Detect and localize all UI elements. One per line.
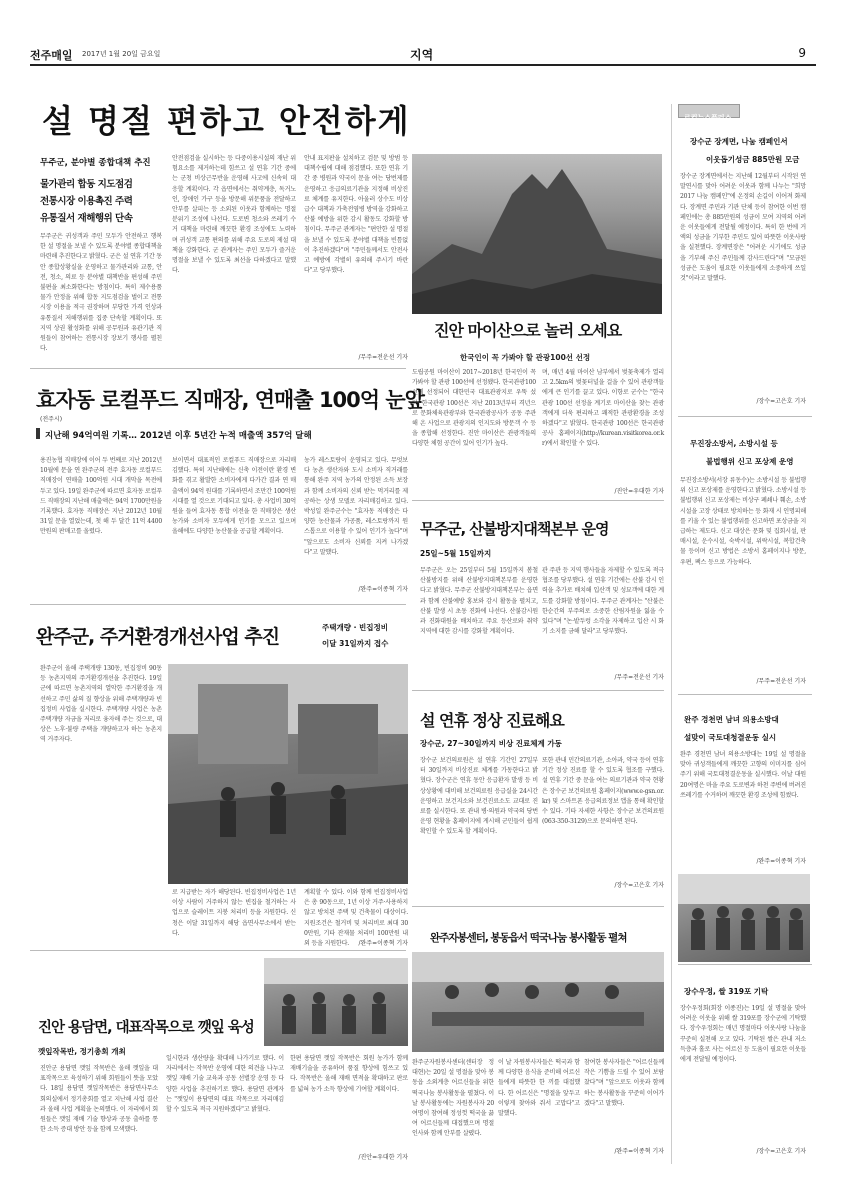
kkaetip-col-3: 한편 용담면 깻잎 작목반은 회원 농가가 함께 재배기술을 공유하며 품질 향상에 힘쓰고 있다. 작목반은 올해 재배 면적을 확대하고 판로를 넓혀 농가 소득 향상에 기여할 계획이다. xyxy=(290,1055,408,1093)
maisan-col-1: 도립공원 마이산이 2017~2018년 한국인이 꼭 가봐야 할 관광 100선에 선정됐다. 한국관광100선에 선정되어 대한민국 대표관광지로 우뚝 섰다. 한국관광 100선은 지난 2013년부터 격년으로 문화체육관광부와 한국관광공사가 공동 주관해 온 사업으로 관광지의 인지도와 방문객 수 등을 종합해 선정한다. 진안 마이산은 관광객들의 다양한 체험 공간이 있어 인기가 높다. xyxy=(412,369,536,448)
mountain-illustration xyxy=(412,154,662,314)
ssal-text: 장수우정회(회장 이종진)는 19일 설 명절을 맞아 어려운 이웃을 위해 쌀 319포를 장수군에 기탁했다. 장수우정회는 매년 명절마다 이웃사랑 나눔을 꾸준히 실천해 오고 있다. 기탁된 쌀은 관내 저소득층과 홀로 사는 어르신 등 도움이 필요한 이웃들에게 전달될 예정이다. xyxy=(680,1005,806,1064)
paper-name: 전주매일 xyxy=(30,49,73,62)
ssal-byline: /장수=고은호 기자 xyxy=(756,1148,806,1155)
jugeo-tag-2: 이달 31일까지 접수 xyxy=(322,639,389,648)
section-name: 지역 xyxy=(410,48,434,62)
goreum-byline: /장수=고은호 기자 xyxy=(756,398,806,405)
page-header xyxy=(30,44,810,64)
seollal-kicker: 무주군, 분야별 종합대책 추진 xyxy=(40,158,151,168)
seollal-sub-3: 유통질서 재해행위 단속 xyxy=(40,213,133,224)
hyoja-top-rule xyxy=(30,368,406,369)
seollal-col-1: 무주군은 귀성객과 주민 모두가 안전하고 행복한 설 명절을 보낼 수 있도록 분야별 종합대책을 마련해 추진한다고 밝혔다. 군은 설 연휴 기간 동안 종합상황실을 운영하고 물가관리와 교통, 안전, 청소, 의료 등 분야별 대책반을 편성해 주민 불편을 최소화한다는 방침이다. 특히 제수용품 물가 안정을 위해 합동 지도점검을 벌이고 전통시장 이용을 적극 권장하며 부당한 가격 인상과 유통질서 저해행위를 집중 단속할 계획이다. 또 지역 상권 활성화를 위해 공무원과 유관기관 직원들이 참여하는 전통시장 장보기 행사를 펼친다. xyxy=(40,233,162,353)
goreum-title-box xyxy=(678,104,740,122)
jugeo-top-rule xyxy=(30,604,406,605)
kkaetip-sub: 깻잎작목반, 정기총회 개최 xyxy=(38,1047,126,1056)
uiryo-byline: /완주=이종혁 기자 xyxy=(756,858,806,865)
meeting-illustration xyxy=(264,958,408,1046)
seollal-sub-1: 물가관리 합동 지도점검 xyxy=(40,179,133,190)
jinryo-top-rule xyxy=(412,690,664,691)
maisan-headline: 진안 마이산으로 놀러 오세요 xyxy=(434,321,622,340)
right-divider-3 xyxy=(678,964,812,965)
ssal-lead: 장수우정, 쌀 319포 기탁 xyxy=(684,987,769,996)
group-photo-illustration xyxy=(678,874,810,962)
right-divider-1 xyxy=(678,416,812,417)
seollal-sub-2: 전통시장 이용촉진 주력 xyxy=(40,196,133,207)
hyoja-col-1: 용진농협 직매장에 이어 두 번째로 지난 2012년 10월에 문을 연 완주군의 전주 효자동 로컬푸드 직매장이 연매출 100억원 시대 개막을 목전에 두고 있다. 19일 완주군에 따르면 효자동 로컬푸드 직매장의 지난해 매출액은 94억 1700만원을 기록했다. 효자동 직매장은 지난 2012년 10월 31일 문을 열었는데, 첫 해 두 달간 11억 4400만원의 판매고를 올렸다. xyxy=(40,457,162,536)
sanbul-top-rule xyxy=(412,500,664,501)
uiryo-lead: 완주 경천면 남녀 의용소방대 xyxy=(684,715,779,724)
sanbul-headline: 무주군, 산불방지대책본부 운영 xyxy=(420,520,609,538)
sobang-byline: /무주=전운선 기자 xyxy=(756,678,806,685)
construction-illustration xyxy=(168,664,408,884)
kkaetip-headline: 진안 용담면, 대표작목으로 깻잎 육성 xyxy=(38,1020,254,1036)
bongsa-top-rule xyxy=(412,906,664,907)
jugeo-tag-1: 주택개량 · 빈집정비 xyxy=(322,623,389,632)
jinryo-col-2: 또한 관내 민간의료기관, 소아과, 약국 등이 연휴 기간 정상 진료를 할 수 있도록 협조를 구했다. 설 연휴 기간 중 문을 여는 의료기관과 약국 현황은 장수군 보건의료원 홈페이지(www.e-gsn.or.kr) 및 스마트폰 응급의료정보 앱을 통해 확인할 수 있다. 기타 자세한 사항은 장수군 보건의료원(063-350-3129)으로 문의하면 된다. xyxy=(542,757,664,826)
sanbul-sub: 25일~5월 15일까지 xyxy=(420,549,492,558)
hyoja-tag: (전주시) xyxy=(40,416,63,423)
maisan-photo xyxy=(412,154,662,314)
jugeo-col-3: 계획할 수 있다. 이와 함께 빈집정비사업은 총 90동으로, 1년 이상 거주·사용하지 않고 방치된 주택 및 건축물이 대상이다. 지원조건은 철거비 및 처리비로 최대 300만원, 기타 잔재물 처리비 100만원 내외 등을 지원한다. xyxy=(304,889,408,948)
bongsa-col-2: 이 날 자원봉사자들은 떡국과 함께 다양한 음식을 준비해 어르신들에게 따뜻한 한 끼를 대접했다. 한 어르신은 "명절을 앞두고 이렇게 찾아와 줘서 고맙다"고 말했다. xyxy=(498,1059,580,1118)
hyoja-col-3: 농가 레스토랑이 운영되고 있다. 무엇보다 농촌 생산자와 도시 소비자 직거래를 통해 완주 지역 농가의 안정된 소득 보장과 함께 소비자의 신뢰 받는 먹거리를 제공하는 상생 모델로 자리매김하고 있다. 박성일 완주군수는 "효자동 직매장은 다양한 농산물과 가공품, 레스토랑까지 원스톱으로 이용할 수 있어 인기가 높다"며 "앞으로도 소비자 신뢰를 지켜 나가겠다"고 말했다. xyxy=(304,457,408,556)
seollal-subheads xyxy=(40,176,160,227)
hyoja-sub-text: 지난해 94억여원 기록… 2012년 이후 5년간 누적 매출액 357억 달해 xyxy=(45,431,312,441)
kkaetip-col-1: 진안군 용담면 깻잎 작목반은 올해 깻잎을 대표작목으로 육성하기 위해 회원들이 뜻을 모았다. 18일 용담면 깻잎작목반은 용담면사무소 회의실에서 정기총회를 열고 지난해 사업 결산과 올해 사업 계획을 논의했다. 이 자리에서 회원들은 깻잎 재배 기술 향상과 공동 출하를 통한 소득 증대 방안 등을 함께 모색했다. xyxy=(40,1065,158,1134)
maisan-headline-box xyxy=(412,314,662,352)
jugeo-col-2: 로 지급받는 자가 해당된다. 빈집정비사업은 1년 이상 사람이 거주하지 않는 빈집을 철거하는 사업으로 슬레이트 지붕 처리비 등을 지원한다. 신청은 이달 31일까지 해당 읍면사무소에서 받는다. xyxy=(172,889,296,937)
jugeo-col-1: 완주군이 올해 주택개량 130동, 빈집정비 90동 등 농촌지역의 주거환경개선을 추진한다. 19일 군에 따르면 농촌지역의 열악한 주거환경을 개선하고 주민 삶의 질 향상을 위해 주택개량과 빈집정비 사업을 실시한다. 주택개량 사업은 농촌주택개량 자금을 저리로 융자해 주는 것으로, 대상은 노후·불량 주택을 개량하고자 하는 농촌지역 거주자다. xyxy=(40,665,162,744)
maisan-col-2: 며, 매년 4월 마이산 남부에서 벚꽃축제가 열리고 2.5km의 벚꽃터널을 걸을 수 있어 관광객들에게 큰 인기를 끌고 있다. 이항로 군수는 "한국관광 100선 선정을 계기로 마이산을 찾는 관광객에게 더욱 편리하고 쾌적한 관광환경을 조성하겠다"고 밝혔다. 한국관광 100선은 한국관광공사 홈페이지(http://kurean.visitkorea.or.kr)에서 확인할 수 있다. xyxy=(542,369,664,448)
jinryo-sub: 장수군, 27~30일까지 비상 진료체계 가동 xyxy=(420,739,562,748)
seollal-col-3: 안내 표지판을 설치하고 검문 및 방범 등 대책수립에 대해 점검했다. 또한 연휴 기간 중 병원과 약국이 문을 여는 당번제를 운영하고 응급의료기관을 지정해 비상진료 체계를 유지한다. 아울러 상수도 비상급수 대책과 가축전염병 방역을 강화하고 산불 예방을 위한 감시 활동도 강화할 방침이다. 무주군 관계자는 "편안한 설 명절을 보낼 수 있도록 분야별 대책을 빈틈없이 추진하겠다"며 "주민들께서도 안전사고 예방에 각별히 유의해 주시기 바란다"고 당부했다. xyxy=(304,155,409,275)
sobang-sub: 불법행위 신고 포상제 운영 xyxy=(706,457,794,466)
hyoja-byline: /완주=이종혁 기자 xyxy=(358,586,408,593)
issue-date: 2017년 1월 20일 금요일 xyxy=(82,50,161,58)
kkaetip-col-2: 일시한과 생산량을 확대해 나가기로 했다. 이 자리에서는 작목반 운영에 대한 의견을 나누고 깻잎 재배 기술 교육과 공동 선별장 운영 등 다양한 사업을 추진하기로 했다. 용담면 관계자는 "깻잎이 용담면의 대표 작목으로 자리매김할 수 있도록 적극 지원하겠다"고 밝혔다. xyxy=(166,1055,284,1114)
bongsa-headline: 완주자봉센터, 봉동읍서 떡국나눔 봉사활동 펼쳐 xyxy=(430,932,627,944)
jugeo-byline: /완주=이종혁 기자 xyxy=(358,940,408,947)
sanbul-byline: /무주=전운선 기자 xyxy=(614,674,664,681)
jinryo-headline: 설 연휴 정상 진료해요 xyxy=(420,711,564,730)
bongsa-col-3: 참여한 봉사자들은 "어르신들께 작은 기쁨을 드릴 수 있어 보람찼다"며 "앞으로도 이웃과 함께하는 봉사활동을 꾸준히 이어가겠다"고 말했다. xyxy=(584,1059,665,1107)
sanbul-col-2: 관 주관 등 지역 행사들을 자제할 수 있도록 적극 협조를 당부했다. 설 연휴 기간에는 산불 감시 인력을 추가로 배치해 입산객 및 성묘객에 대한 계도를 강화할 방침이다. 무주군 관계자는 "산불은 한순간의 부주의로 소중한 산림자원을 잃을 수 있다"며 "논·밭두렁 소각을 자제하고 입산 시 화기 소지를 금해 달라"고 당부했다. xyxy=(542,567,664,636)
kkaetip-top-rule xyxy=(30,950,406,951)
bongsa-col-1: 완주군자원봉사센터(센터장 정대현)는 20일 설 명절을 맞아 봉동읍 소외계층 어르신들을 위한 떡국나눔 봉사활동을 펼쳤다. 이날 봉사활동에는 자원봉사자 20여명이 참여해 정성껏 떡국을 끓여 어르신들께 대접했으며 명절 인사와 함께 안부를 살폈다. xyxy=(412,1059,494,1138)
seollal-headline: 설 명절 편하고 안전하게 xyxy=(42,102,411,140)
hyoja-sub xyxy=(36,428,416,441)
right-divider-2 xyxy=(678,694,812,695)
sobang-text: 무진장소방서(서장 류동수)는 소방시설 등 불법행위 신고 포상제를 운영한다고 밝혔다. 소방시설 등 불법행위 신고 포상제는 비상구 폐쇄나 훼손, 소방시설을 고장 상태로 방치하는 등 화재 시 인명피해를 키울 수 있는 불법행위를 신고하면 포상금을 지급하는 제도다. 신고 대상은 문화 및 집회시설, 판매시설, 운수시설, 숙박시설, 위락시설, 복합건축물 등이며 신고 방법은 소방서 홈페이지나 방문, 우편, 팩스 등으로 가능하다. xyxy=(680,477,806,566)
uiryo-text: 완주 경천면 남녀 의용소방대는 19일 설 명절을 맞아 귀성객들에게 깨끗한 고향의 이미지를 심어주기 위해 국토대청결운동을 실시했다. 이날 대원 20여명은 마을 주요 도로변과 하천 주변에 버려진 쓰레기를 수거하며 깨끗한 환경 조성에 힘썼다. xyxy=(680,751,806,799)
jinryo-col-1: 장수군 보건의료원은 설 연휴 기간인 27일부터 30일까지 비상진료 체계를 가동한다고 밝혔다. 장수군은 연휴 동안 응급환자 발생 등 비상상황에 대비해 보건의료원 응급실을 24시간 운영하고 보건지소와 보건진료소도 교대로 진료를 실시한다. 또 관내 병·의원과 약국의 당번 운영 현황을 홈페이지에 게시해 군민들이 쉽게 확인할 수 있도록 할 계획이다. xyxy=(420,757,538,836)
kkaetip-byline: /진안=우대한 기자 xyxy=(358,1154,408,1161)
sobang-lead: 무진장소방서, 소방시설 등 xyxy=(690,439,778,448)
maisan-sub: 한국인이 꼭 가봐야 할 관광100선 선정 xyxy=(460,353,591,362)
uiryo-photo xyxy=(678,874,810,962)
bongsa-byline: /완주=이종혁 기자 xyxy=(614,1148,664,1155)
uiryo-sub: 설맞이 국토대청결운동 실시 xyxy=(684,733,777,742)
goreum-title: 로컬뉴스플러스 xyxy=(684,114,732,122)
bongsa-photo xyxy=(412,952,664,1052)
header-rule xyxy=(30,64,816,66)
maisan-byline: /진안=우대한 기자 xyxy=(614,488,664,495)
jugeo-headline: 완주군, 주거환경개선사업 추진 xyxy=(36,626,280,648)
hyoja-col-2: 보이면서 대표적인 로컬푸드 직매장으로 자리매김했다. 특히 지난해에는 신축 이전이란 환경 변화를 겪고 활발한 소비자에게 다가간 결과 연 매출액이 94억 원대를 기록하면서 조만간 100억원 시대를 열 것으로 기대되고 있다. 총 사업비 30억원을 들여 효자동 통합 이전을 한 직매장은 생산 농가와 소비자 모두에게 인기를 모으고 있으며 올해에도 다양한 농산물을 공급할 계획이다. xyxy=(172,457,296,536)
main-column-divider xyxy=(671,104,672,1164)
jugeo-photo xyxy=(168,664,408,884)
goreum-text: 장수군 장계면에서는 지난해 12월부터 시작된 연말연시를 맞아 어려운 이웃과 함께 나누는 "희망 2017 나눔 캠페인"에 온정의 손길이 이어져 화제다. 장계면 주민과 기관 단체 등이 참여한 이번 캠페인에는 총 885만원의 성금이 모여 지역의 어려운 이웃들에게 전달될 예정이다. 특히 한 번에 거액의 성금을 기부한 주민도 있어 따뜻한 이웃사랑을 실천했다. 장계면장은 "어려운 시기에도 성금을 기부해 주신 주민들께 감사드린다"며 "모금된 성금은 도움이 필요한 이웃들에게 소중하게 쓰일 것"이라고 말했다. xyxy=(680,173,806,283)
sanbul-col-1: 무주군은 오는 25일부터 5월 15일까지 봄철 산불방지를 위해 산불방지대책본부를 운영한다고 밝혔다. 무주군 산불방지대책본부는 읍면과 함께 산불예방 홍보와 감시 활동을 펼치고, 산불 발생 시 초동 진화에 나선다. 산불감시원과 진화대원을 배치하고 주요 등산로와 취약 지역에 대한 감시를 강화할 계획이다. xyxy=(420,567,538,636)
seollal-byline: /무주=전운선 기자 xyxy=(358,354,408,361)
goreum-sub: 이웃돕기성금 885만원 모금 xyxy=(706,155,800,164)
hyoja-sub-bar xyxy=(36,428,40,439)
kkaetip-photo xyxy=(264,958,408,1046)
jinryo-byline: /장수=고은호 기자 xyxy=(614,882,664,889)
hyoja-headline: 효자동 로컬푸드 직매장, 연매출 100억 눈앞 xyxy=(36,388,424,412)
page-number: 9 xyxy=(798,46,806,60)
goreum-lead: 장수군 장계면, 나눔 캠페인서 xyxy=(690,137,788,146)
seollal-col-2: 안전점검을 실시하는 등 다중이용시설의 재난 위험요소를 제거하는데 힘쓰고 설 연휴 기간 중에는 군청 비상근무반을 운영해 사고에 신속히 대응할 계획이다. 각 읍면에서는 취약계층, 독거노인, 장애인 가구 등을 방문해 위문품을 전달하고 안부를 살피는 등 소외된 이웃과 함께하는 명절 분위기 조성에 나선다. 도로변 청소와 쓰레기 수거 대책을 마련해 깨끗한 환경 조성에도 노력하며 귀성객 교통 편의를 위해 주요 도로의 제설 대책을 강화한다. 군 관계자는 주민 모두가 즐거운 명절을 보낼 수 있도록 최선을 다하겠다고 말했다. xyxy=(172,155,296,275)
volunteers-illustration xyxy=(412,952,664,1052)
